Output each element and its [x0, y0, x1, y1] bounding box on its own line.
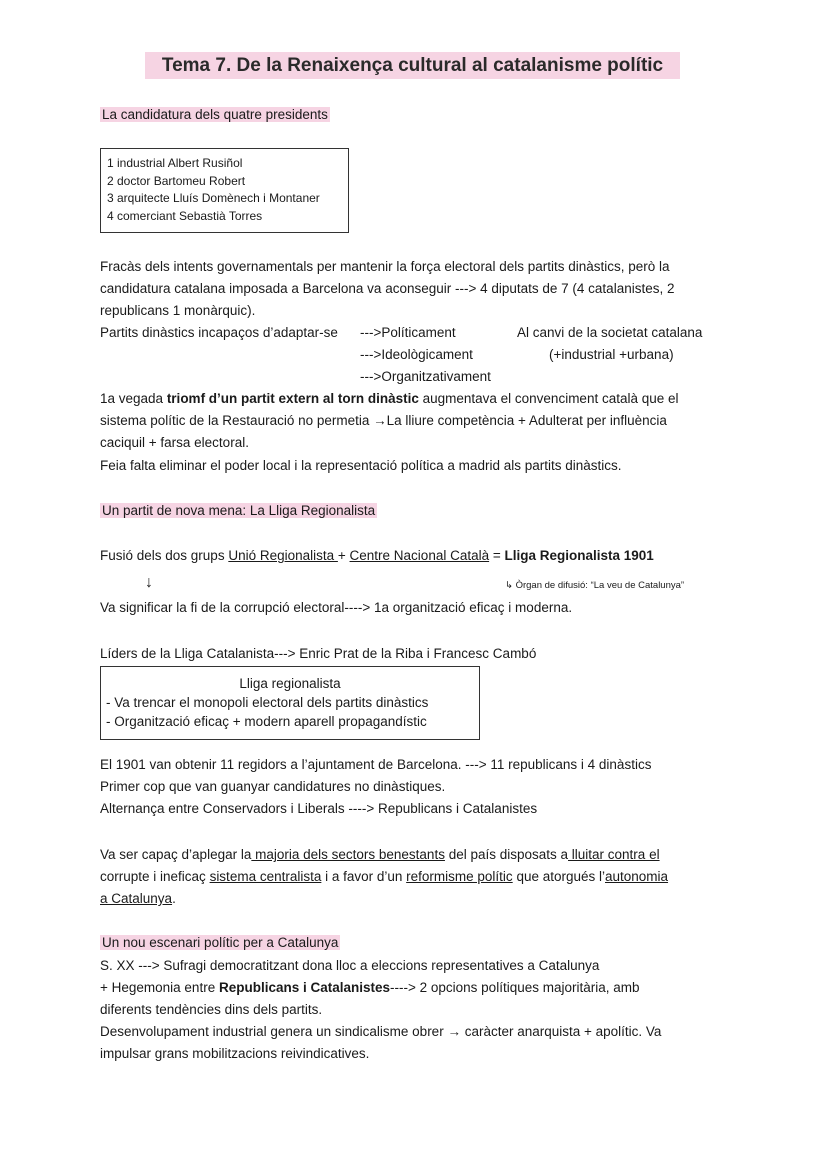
- text-segment: augmentava el convenciment català que el: [418, 391, 679, 406]
- text-segment: candidatura catalana imposada a Barcelona va aconseguir ---> 4 diputats de 7 (4 catalanistes, 2: [100, 281, 675, 296]
- text-segment: .: [172, 891, 176, 906]
- text-segment: republicans 1 monàrquic).: [100, 303, 256, 318]
- text-line: [100, 256, 670, 278]
- text-segment: Líders de la Lliga Catalanista---> Enric Prat de la Riba i Francesc Cambó: [100, 646, 537, 661]
- text-segment: Fusió dels dos grups: [100, 548, 229, 563]
- candidate-item: 4 comerciant Sebastià Torres: [107, 208, 263, 223]
- text-line: [100, 999, 322, 1021]
- bold-text: triomf d’un partit extern al torn dinàstic: [166, 391, 419, 406]
- text-segment: impulsar grans mobilitzacions reivindicatives.: [100, 1046, 370, 1061]
- change-note: (+industrial +urbana): [549, 347, 674, 362]
- text-segment: 1a vegada: [100, 391, 167, 406]
- lliga-box-heading: Lliga regionalista: [239, 676, 341, 691]
- text-line: [100, 388, 679, 410]
- text-segment: i a favor d’un: [321, 869, 407, 884]
- text-line: [100, 322, 338, 344]
- text-line: [100, 977, 640, 999]
- text-segment: Primer cop que van guanyar candidatures no dinàstiques.: [100, 779, 446, 794]
- down-arrow-icon: ↓: [145, 574, 153, 591]
- text-segment: del país disposats a: [444, 847, 569, 862]
- text-line: [100, 844, 660, 866]
- underlined-text: lluitar contra el: [568, 847, 660, 862]
- text-segment: diferents tendències dins dels partits.: [100, 1002, 323, 1017]
- underlined-text: a Catalunya: [100, 891, 173, 906]
- text-line: [100, 432, 249, 454]
- underlined-text: reformisme polític: [406, 869, 513, 884]
- text-line: [100, 545, 654, 567]
- lliga-box: [100, 666, 480, 740]
- section-heading: Un partit de nova mena: La Lliga Regionalista: [102, 503, 376, 518]
- text-line: [100, 798, 537, 820]
- text-line: [100, 1043, 369, 1065]
- text-line: [100, 776, 445, 798]
- text-line: [100, 955, 599, 977]
- text-segment: =: [489, 548, 505, 563]
- text-line: [100, 643, 536, 665]
- candidate-item: 2 doctor Bartomeu Robert: [107, 173, 246, 188]
- text-line: [100, 455, 622, 477]
- lliga-box-item: - Organització eficaç + modern aparell propagandístic: [106, 714, 427, 729]
- section-heading: La candidatura dels quatre presidents: [102, 107, 328, 122]
- text-segment: +: [337, 548, 350, 563]
- text-segment: Desenvolupament industrial genera un sindicalisme obrer → caràcter anarquista + apolític. Va: [100, 1024, 662, 1039]
- text-line: [100, 410, 667, 432]
- text-segment: Va ser capaç d’aplegar la: [100, 847, 252, 862]
- incapacity-item: --->Políticament: [360, 325, 456, 340]
- page-title: Tema 7. De la Renaixença cultural al catalanisme polític: [145, 52, 680, 79]
- text-line: [100, 278, 674, 300]
- candidate-item: 3 arquitecte Lluís Domènech i Montaner: [107, 191, 320, 205]
- underlined-text: autonomia: [605, 869, 669, 884]
- candidates-box: [100, 148, 349, 233]
- text-segment: ----> 2 opcions polítiques majoritària, amb: [390, 980, 640, 995]
- incapacity-item: --->Ideològicament: [360, 347, 473, 362]
- text-segment: El 1901 van obtenir 11 regidors a l’ajuntament de Barcelona. ---> 11 republicans i 4 dinàstics: [100, 757, 652, 772]
- change-note: Al canvi de la societat catalana: [517, 325, 703, 340]
- bold-text: Lliga Regionalista 1901: [504, 548, 654, 563]
- bold-text: Republicans i Catalanistes: [218, 980, 391, 995]
- section-heading: Un nou escenari polític per a Catalunya: [102, 935, 339, 950]
- text-segment: Partits dinàstics incapaços d’adaptar-se: [100, 325, 338, 340]
- text-line: [100, 754, 651, 776]
- text-segment: Va significar la fi de la corrupció electoral----> 1a organització eficaç i moderna.: [100, 600, 573, 615]
- candidate-item: 1 industrial Albert Rusiñol: [107, 156, 243, 170]
- text-segment: Alternança entre Conservadors i Liberals ----> Republicans i Catalanistes: [100, 801, 538, 816]
- underlined-text: Unió Regionalista: [228, 548, 338, 563]
- text-segment: Feia falta eliminar el poder local i la representació política a madrid als partits dinàstics.: [100, 458, 622, 473]
- underlined-text: sistema centralista: [209, 869, 322, 884]
- text-segment: que atorgués l’: [512, 869, 605, 884]
- text-line: [100, 1021, 661, 1043]
- underlined-text: Centre Nacional Català: [349, 548, 490, 563]
- text-line: [100, 866, 668, 888]
- text-segment: + Hegemonia entre: [100, 980, 219, 995]
- underlined-text: majoria dels sectors benestants: [251, 847, 445, 862]
- text-line: [100, 888, 176, 910]
- text-segment: caciquil + farsa electoral.: [100, 435, 249, 450]
- text-segment: sistema polític de la Restauració no permetia →La lliure competència + Adulterat per influència: [100, 413, 667, 428]
- incapacity-item: --->Organitzativament: [360, 369, 491, 384]
- text-line: [100, 597, 572, 619]
- text-segment: corrupte i ineficaç: [100, 869, 210, 884]
- text-line: [100, 300, 255, 322]
- lliga-box-item: - Va trencar el monopoli electoral dels partits dinàstics: [106, 695, 429, 710]
- organ-note: ↳ Òrgan de difusió: “La veu de Catalunya”: [505, 580, 685, 591]
- text-segment: Fracàs dels intents governamentals per mantenir la força electoral dels partits dinàstics, però la: [100, 259, 670, 274]
- text-segment: S. XX ---> Sufragi democratitzant dona lloc a eleccions representatives a Catalunya: [100, 958, 600, 973]
